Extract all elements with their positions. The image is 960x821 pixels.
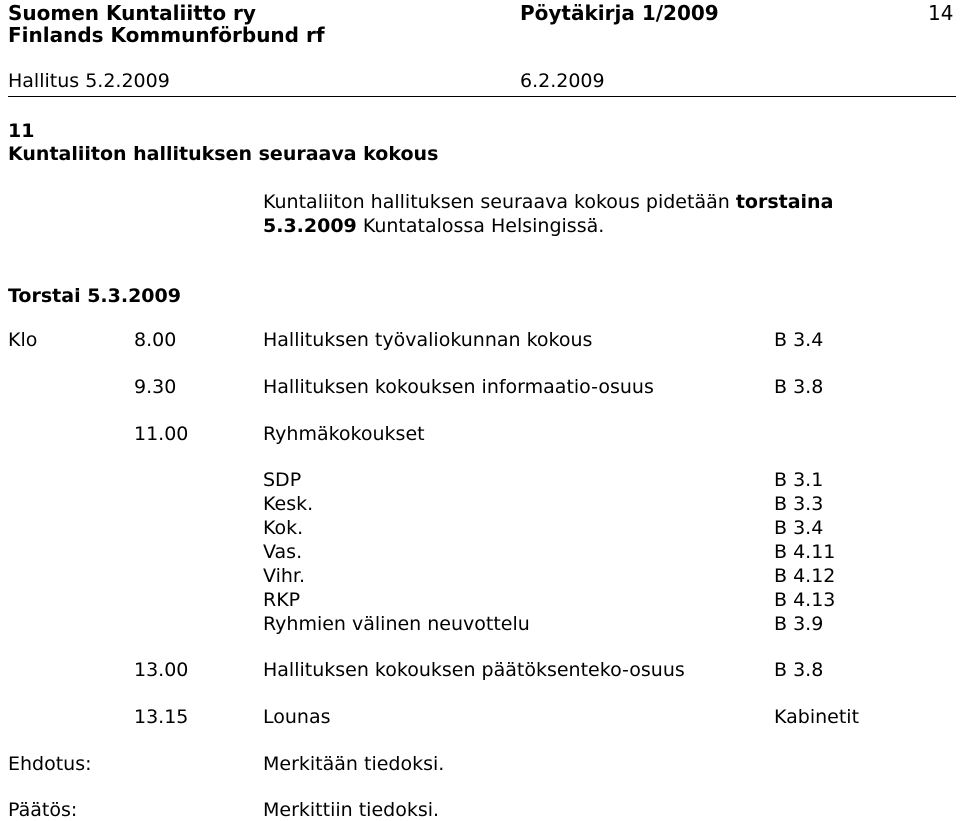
org-name-sv: Finlands Kommunförbund rf [8, 23, 325, 47]
group-name: Kok. [263, 517, 304, 539]
group-room: B 3.3 [774, 493, 824, 515]
schedule-time: 8.00 [134, 329, 177, 351]
schedule-activity: Hallituksen kokouksen informaatio-osuus [263, 376, 654, 398]
intro-bold-date: 5.3.2009 [263, 215, 357, 237]
group-name: Vas. [263, 541, 303, 563]
schedule-activity: Lounas [263, 706, 331, 728]
intro-bold-day: torstaina [735, 191, 834, 213]
schedule-room: Kabinetit [774, 706, 860, 728]
schedule-activity: Hallituksen kokouksen päätöksenteko-osuus [263, 659, 685, 681]
intro-text-before: Kuntaliiton hallituksen seuraava kokous pidetään [263, 191, 730, 213]
group-room: B 3.1 [774, 469, 824, 491]
schedule-room: B 3.4 [774, 329, 824, 351]
document-title: Pöytäkirja 1/2009 [520, 1, 719, 25]
intro-line-2 [263, 217, 604, 236]
schedule-activity: Hallituksen työvaliokunnan kokous [263, 329, 593, 351]
schedule-room: B 3.8 [774, 376, 824, 398]
group-room: B 4.12 [774, 565, 836, 587]
group-room: B 3.4 [774, 517, 824, 539]
schedule-time: 9.30 [134, 376, 177, 398]
day-heading: Torstai 5.3.2009 [8, 285, 181, 307]
group-name: Vihr. [263, 565, 306, 587]
schedule-activity: Ryhmäkokoukset [263, 423, 425, 445]
decision-label: Päätös: [8, 799, 78, 821]
schedule-room: B 3.8 [774, 659, 824, 681]
proposal-label: Ehdotus: [8, 753, 92, 775]
org-name-fi: Suomen Kuntaliitto ry [8, 1, 256, 25]
page-number: 14 [928, 1, 954, 25]
group-room: B 4.11 [774, 541, 836, 563]
time-label: Klo [8, 329, 38, 351]
intro-line-1 [263, 193, 833, 212]
group-room: B 4.13 [774, 589, 836, 611]
protocol-date: 6.2.2009 [520, 70, 605, 92]
group-name: Kesk. [263, 493, 314, 515]
schedule-time: 11.00 [134, 423, 189, 445]
proposal-text: Merkitään tiedoksi. [263, 753, 445, 775]
board-meeting-date: Hallitus 5.2.2009 [8, 70, 170, 92]
schedule-time: 13.15 [134, 706, 189, 728]
section-title: Kuntaliiton hallituksen seuraava kokous [8, 143, 439, 165]
group-name: Ryhmien välinen neuvottelu [263, 613, 530, 635]
group-room: B 3.9 [774, 613, 824, 635]
intro-text-after: Kuntatalossa Helsingissä. [362, 215, 605, 237]
schedule-time: 13.00 [134, 659, 189, 681]
section-number: 11 [8, 120, 35, 142]
group-name: SDP [263, 469, 302, 491]
decision-text: Merkittiin tiedoksi. [263, 799, 440, 821]
header-divider [8, 96, 956, 97]
group-name: RKP [263, 589, 301, 611]
